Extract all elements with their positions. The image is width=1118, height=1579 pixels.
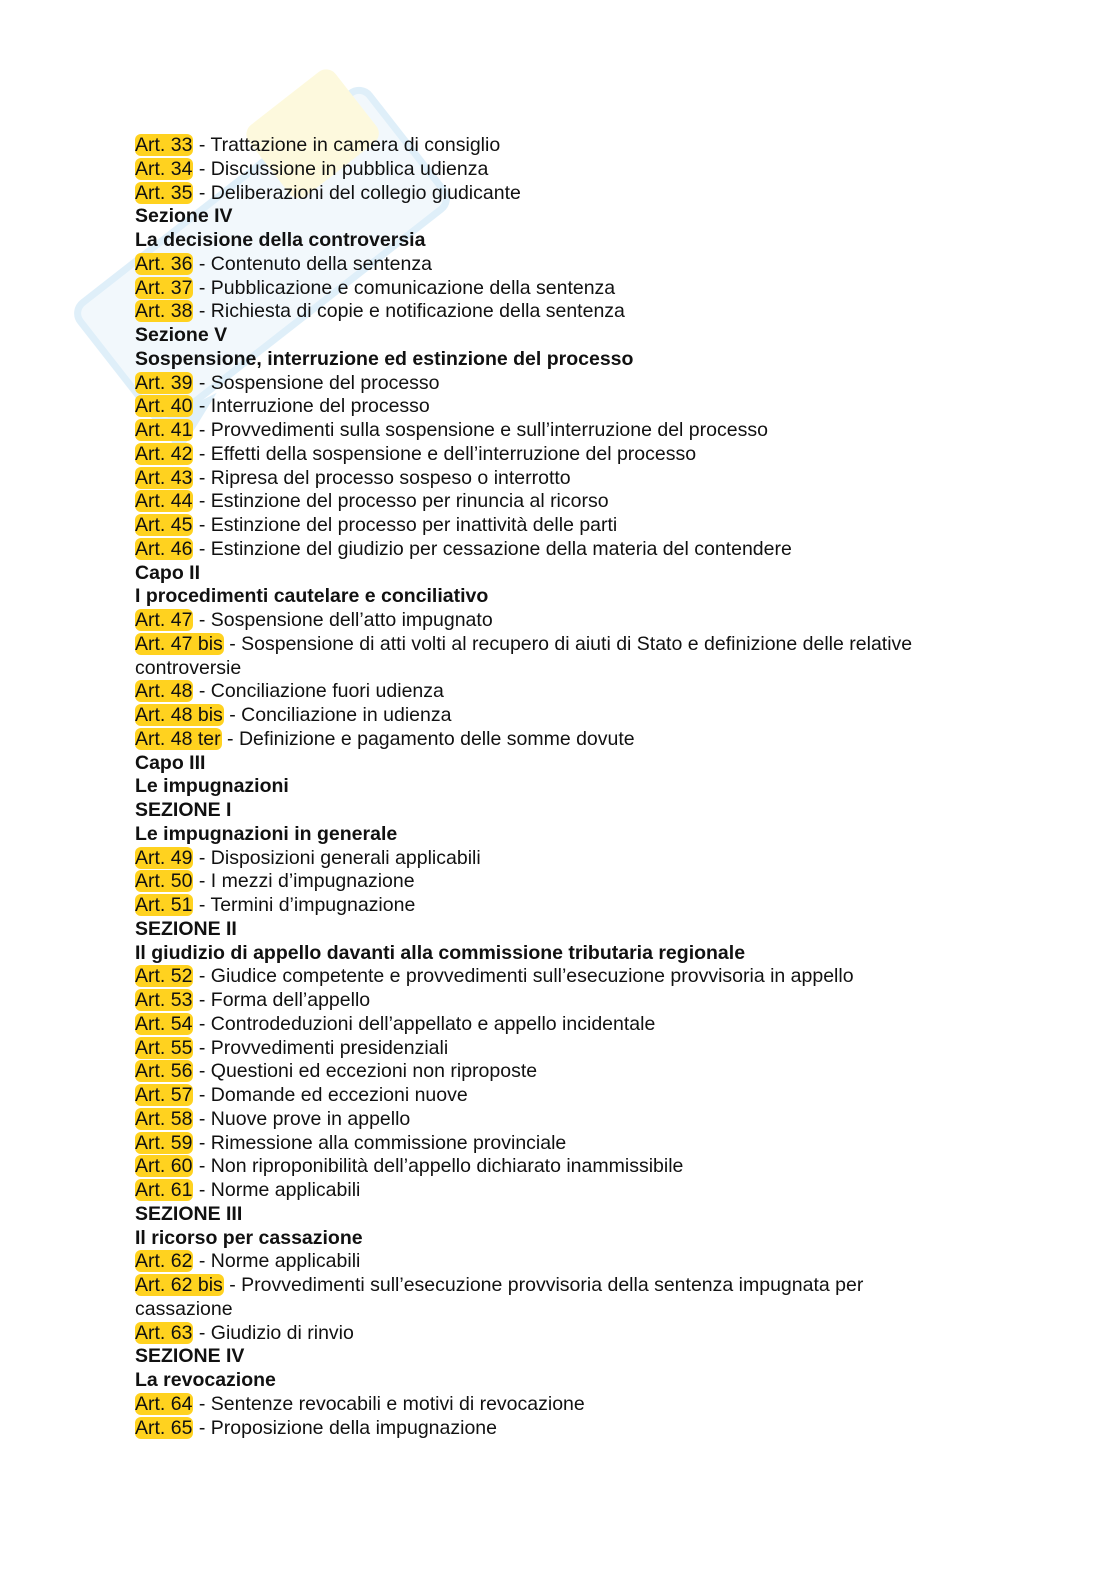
section-heading: Capo II [135,561,201,584]
article-title: Estinzione del giudizio per cessazione della materia del contendere [210,537,792,560]
document-body [135,134,1035,1440]
separator: - [193,965,211,988]
separator: - [193,134,211,156]
article-title: Questioni ed eccezioni non riproposte [210,1060,538,1083]
section-heading: SEZIONE IV [135,1345,245,1368]
separator: - [193,1036,211,1059]
article-title: Controdeduzioni dell’appellato e appello incidentale [210,1012,656,1035]
article-entry [135,134,1035,158]
separator: - [223,1274,242,1296]
article-number: Art. 65 [135,1416,193,1439]
article-entry [135,277,1035,301]
article-number: Art. 48 [135,680,193,703]
section-heading: Sospensione, interruzione ed estinzione del processo [135,347,634,370]
separator: - [193,1060,211,1083]
article-number: Art. 34 [135,157,193,180]
article-number: Art. 62 [135,1250,193,1273]
separator: - [193,300,211,323]
article-title: Contenuto della sentenza [210,252,432,275]
article-title: Effetti della sospensione e dell’interruzione del processo [210,442,697,465]
separator: - [193,1250,211,1273]
article-number: Art. 51 [135,894,193,916]
separator: - [193,537,211,560]
article-title: Giudizio di rinvio [210,1321,354,1344]
separator: - [193,1155,211,1178]
article-number: Art. 60 [135,1155,193,1178]
article-title: Forma dell’appello [210,989,371,1011]
article-title: Norme applicabili [210,1250,361,1273]
section-heading: Le impugnazioni in generale [135,822,398,845]
separator: - [193,442,211,465]
article-entry [135,1132,1035,1156]
article-title: Termini d’impugnazione [210,894,416,916]
article-number: Art. 38 [135,300,193,323]
article-number: Art. 64 [135,1392,193,1415]
separator: - [223,632,242,655]
article-entry [135,419,1035,443]
article-entry [135,443,1035,467]
article-entry [135,1250,1035,1274]
article-title: Conciliazione fuori udienza [210,680,444,703]
article-entry [135,989,1035,1013]
section-heading: Il giudizio di appello davanti alla commissione tributaria regionale [135,941,746,964]
section-heading: SEZIONE III [135,1202,243,1225]
article-entry [135,680,1035,704]
article-number: Art. 59 [135,1131,193,1154]
separator: - [193,490,211,513]
article-title: I mezzi d’impugnazione [210,870,415,893]
separator: - [221,727,239,750]
separator: - [193,1416,211,1439]
separator: - [193,1084,211,1106]
article-number: Art. 49 [135,846,193,869]
article-entry [135,1322,1035,1346]
article-title: Trattazione in camera di consiglio [210,134,501,156]
article-entry [135,158,1035,182]
article-entry [135,1274,915,1322]
article-title: Deliberazioni del collegio giudicante [210,181,521,204]
article-title: Disposizioni generali applicabili [210,846,481,869]
separator: - [193,846,211,869]
article-title: Norme applicabili [210,1179,361,1201]
article-entry [135,1179,1035,1203]
article-entry [135,704,1035,728]
article-number: Art. 44 [135,490,193,513]
article-number: Art. 54 [135,1012,193,1035]
separator: - [193,680,211,703]
article-title: Ripresa del processo sospeso o interrotto [210,466,571,489]
separator: - [193,157,211,180]
separator: - [193,1012,211,1035]
article-number: Art. 41 [135,419,193,441]
section-heading: I procedimenti cautelare e conciliativo [135,585,489,608]
separator: - [193,1107,211,1130]
article-number: Art. 48 bis [135,704,223,726]
separator: - [193,514,211,536]
article-number: Art. 37 [135,276,193,299]
article-title: Sospensione di atti volti al recupero di aiuti di Stato e definizione delle relative controversie [135,632,913,679]
article-number: Art. 47 bis [135,632,223,655]
article-number: Art. 40 [135,395,193,418]
separator: - [193,419,211,441]
article-number: Art. 62 bis [135,1274,223,1296]
article-entry [135,1084,1035,1108]
article-number: Art. 61 [135,1179,193,1201]
section-heading: Sezione IV [135,205,233,228]
separator: - [193,1179,211,1201]
article-title: Non riproponibilità dell’appello dichiarato inammissibile [210,1155,684,1178]
article-title: Provvedimenti sull’esecuzione provvisoria della sentenza impugnata per cassazione [135,1274,864,1320]
section-heading: Capo III [135,751,206,774]
article-number: Art. 47 [135,609,193,631]
article-title: Provvedimenti sulla sospensione e sull’interruzione del processo [210,419,768,441]
article-entry [135,372,1035,396]
article-number: Art. 56 [135,1060,193,1083]
section-heading: La revocazione [135,1369,276,1391]
article-number: Art. 52 [135,965,193,988]
article-number: Art. 63 [135,1321,193,1344]
article-number: Art. 43 [135,466,193,489]
article-entry [135,300,1035,324]
section-heading: SEZIONE I [135,799,232,821]
separator: - [193,1131,211,1154]
separator: - [193,395,211,418]
article-title: Conciliazione in udienza [241,704,452,726]
article-title: Estinzione del processo per rinuncia al ricorso [210,490,609,513]
separator: - [193,181,211,204]
article-entry [135,609,1035,633]
section-heading: Le impugnazioni [135,775,289,798]
article-entry [135,182,1035,206]
separator: - [193,371,211,394]
article-title: Sospensione del processo [210,371,440,394]
separator: - [193,609,211,631]
article-number: Art. 50 [135,870,193,893]
article-entry [135,395,1035,419]
article-number: Art. 42 [135,442,193,465]
article-number: Art. 36 [135,252,193,275]
article-number: Art. 45 [135,514,193,536]
section-heading: Sezione V [135,324,228,346]
separator: - [193,1321,211,1344]
article-entry [135,1393,1035,1417]
article-number: Art. 55 [135,1036,193,1059]
article-entry [135,1417,1035,1441]
section-heading: Il ricorso per cassazione [135,1226,363,1249]
article-entry [135,490,1035,514]
article-title: Sospensione dell’atto impugnato [210,609,493,631]
article-title: Discussione in pubblica udienza [210,157,489,180]
article-number: Art. 57 [135,1084,193,1106]
article-entry [135,538,1035,562]
article-number: Art. 39 [135,371,193,394]
article-entry [135,1060,1035,1084]
article-entry [135,870,1035,894]
article-entry [135,1037,1035,1061]
article-entry [135,847,1035,871]
separator: - [223,704,242,726]
article-title: Giudice competente e provvedimenti sull’esecuzione provvisoria in appello [210,965,854,988]
separator: - [193,466,211,489]
separator: - [193,894,211,916]
separator: - [193,252,211,275]
article-number: Art. 46 [135,537,193,560]
article-title: Estinzione del processo per inattività delle parti [210,514,618,536]
article-entry [135,728,1035,752]
section-heading: SEZIONE II [135,917,237,940]
article-number: Art. 35 [135,181,193,204]
article-title: Provvedimenti presidenziali [210,1036,449,1059]
article-number: Art. 58 [135,1107,193,1130]
article-entry [135,1108,1035,1132]
article-entry [135,633,915,681]
article-entry [135,253,1035,277]
article-entry [135,894,1035,918]
article-title: Rimessione alla commissione provinciale [210,1131,567,1154]
article-entry [135,1155,1035,1179]
article-title: Nuove prove in appello [210,1107,411,1130]
article-entry [135,965,1035,989]
article-entry [135,467,1035,491]
article-title: Pubblicazione e comunicazione della sentenza [210,276,616,299]
article-title: Definizione e pagamento delle somme dovute [238,727,635,750]
article-title: Proposizione della impugnazione [210,1416,497,1439]
separator: - [193,870,211,893]
article-title: Sentenze revocabili e motivi di revocazione [210,1392,585,1415]
article-entry [135,1013,1035,1037]
article-number: Art. 53 [135,989,193,1011]
article-number: Art. 48 ter [135,727,221,750]
article-title: Richiesta di copie e notificazione della sentenza [210,300,625,323]
article-title: Interruzione del processo [210,395,430,418]
section-heading: La decisione della controversia [135,229,426,251]
separator: - [193,1392,211,1415]
article-number: Art. 33 [135,134,193,156]
article-title: Domande ed eccezioni nuove [210,1084,468,1106]
separator: - [193,989,211,1011]
separator: - [193,276,211,299]
article-entry [135,514,1035,538]
